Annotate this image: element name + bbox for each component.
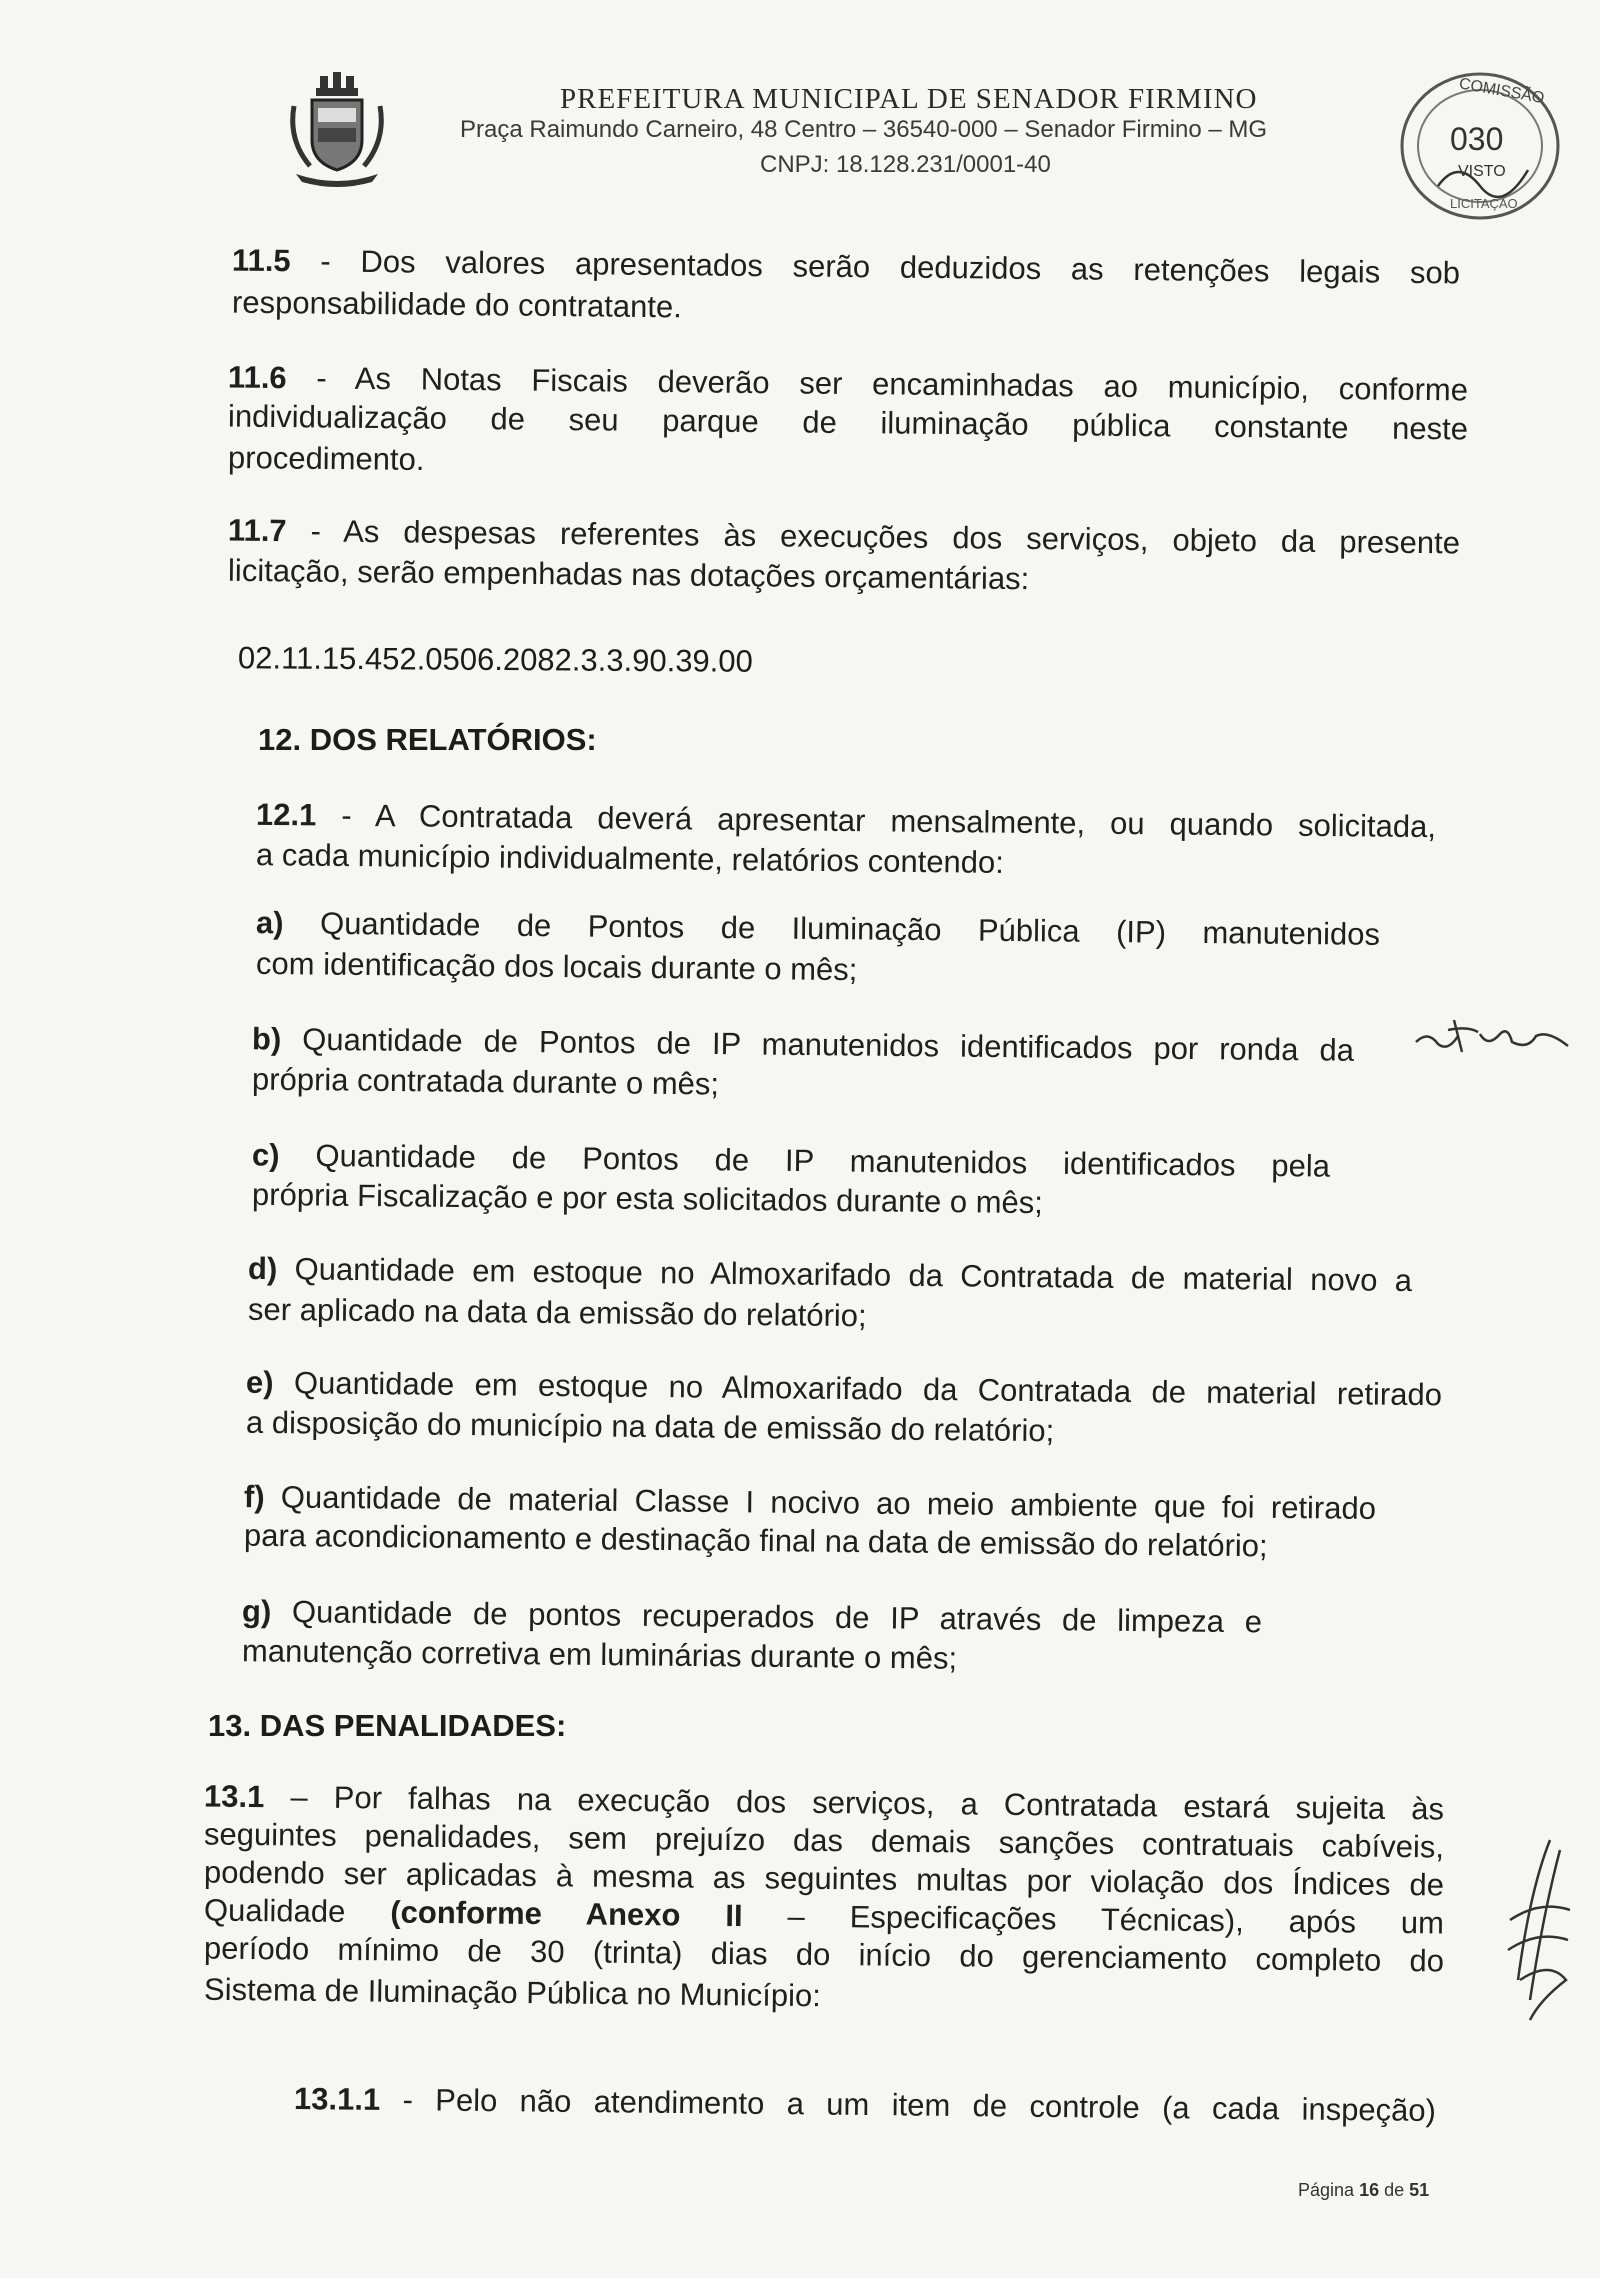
list-item-c-cont: própria Fiscalização e por esta solicitados durante o mês; <box>251 1176 1044 1221</box>
paragraph-13-1-line5: período mínimo de 30 (trinta) dias do início do gerenciamento completo do <box>203 1930 1445 1979</box>
paragraph-11-6-line2: individualização de seu parque de iluminação pública constante neste <box>227 398 1469 447</box>
section-number: 11.6 <box>227 359 287 396</box>
header-address: Praça Raimundo Carneiro, 48 Centro – 36540-000 – Senador Firmino – MG <box>460 116 1268 143</box>
paragraph-12-1-cont: a cada município individualmente, relatórios contendo: <box>255 837 1005 880</box>
paragraph-text: - Dos valores apresentados serão deduzidos as retenções legais sob <box>320 243 1461 291</box>
list-item-d-cont: ser aplicado na data da emissão do relatório; <box>247 1291 867 1334</box>
header-cnpj: CNPJ: 18.128.231/0001-40 <box>760 151 1051 178</box>
page-label: Página <box>1298 2180 1355 2200</box>
municipal-crest-icon <box>282 70 392 190</box>
list-item-text: Quantidade em estoque no Almoxarifado da Contratada de material novo a <box>294 1251 1413 1299</box>
paragraph-13-1-line6: Sistema de Iluminação Pública no Município: <box>203 1971 822 2014</box>
paragraph-11-6-line3: procedimento. <box>227 439 425 478</box>
list-item-letter: b) <box>251 1021 282 1057</box>
stamp-number: 030 <box>1450 121 1504 157</box>
text-fragment: Qualidade <box>203 1892 346 1929</box>
stamp-top-text: COMISSÃO <box>1457 75 1546 108</box>
section-number: 12.1 <box>255 796 317 833</box>
handwritten-signature-icon <box>1500 1830 1580 2030</box>
heading-12: 12. DOS RELATÓRIOS: <box>258 722 597 757</box>
list-item-text: Quantidade de Pontos de Iluminação Pública (IP) manutenidos <box>319 905 1381 952</box>
list-item-f-cont: para acondicionamento e destinação final na data de emissão do relatório; <box>243 1517 1268 1564</box>
paragraph-13-1-line2: seguintes penalidades, sem prejuízo das demais sanções contratuais cabíveis, <box>203 1816 1445 1865</box>
list-item-text: Quantidade de pontos recuperados de IP através de limpeza e <box>291 1594 1263 1640</box>
current-page: 16 <box>1359 2180 1380 2200</box>
paragraph-text: - Pelo não atendimento a um item de controle (a cada inspeção) <box>402 2082 1437 2128</box>
paragraph-11-5-cont: responsabilidade do contratante. <box>231 284 683 325</box>
list-item-b-cont: própria contratada durante o mês; <box>251 1061 720 1102</box>
list-item-letter: a) <box>255 905 284 941</box>
list-item-letter: f) <box>243 1479 265 1515</box>
list-item-a-cont: com identificação dos locais durante o mês; <box>255 945 858 988</box>
paragraph-text: - As Notas Fiscais deverão ser encaminhadas ao município, conforme <box>316 360 1469 408</box>
section-number: 11.7 <box>227 512 287 549</box>
paragraph-13-1-line3: podendo ser aplicadas à mesma as seguintes multas por violação dos Índices de <box>203 1854 1445 1903</box>
commission-stamp-icon <box>1388 58 1568 228</box>
list-item-text: Quantidade em estoque no Almoxarifado da Contratada de material retirado <box>293 1365 1443 1413</box>
list-item-e-cont: a disposição do município na data de emissão do relatório; <box>245 1404 1055 1449</box>
page-of: de <box>1384 2180 1405 2200</box>
section-number: 13.1.1 <box>293 2081 381 2117</box>
paragraph-13-1-1 <box>294 2080 1436 2130</box>
paragraph-text: - As despesas referentes às execuções dos serviços, objeto da presente <box>310 513 1461 561</box>
handwritten-initials-icon <box>1408 990 1578 1070</box>
text-fragment: – Especificações Técnicas), após um <box>787 1898 1445 1941</box>
stamp-visto: VISTO <box>1458 163 1506 180</box>
stamp-bottom-text: LICITAÇÃO <box>1450 196 1518 211</box>
page-number <box>1298 2180 1429 2201</box>
list-item-text: Quantidade de Pontos de IP manutenidos identificados por ronda da <box>302 1021 1355 1068</box>
section-number: 13.1 <box>203 1778 265 1815</box>
list-item-g-cont: manutenção corretiva em luminárias durante o mês; <box>241 1633 958 1676</box>
heading-13: 13. DAS PENALIDADES: <box>208 1708 567 1743</box>
header-title: PREFEITURA MUNICIPAL DE SENADOR FIRMINO <box>560 83 1258 115</box>
total-pages: 51 <box>1409 2180 1430 2200</box>
list-item-text: Quantidade de material Classe I nocivo ao meio ambiente que foi retirado <box>280 1479 1377 1526</box>
list-item-letter: d) <box>247 1250 278 1287</box>
section-number: 11.5 <box>231 242 291 279</box>
bold-reference: (conforme Anexo II <box>390 1894 743 1934</box>
budget-code: 02.11.15.452.0506.2082.3.3.90.39.00 <box>237 640 753 679</box>
list-item-letter: g) <box>241 1593 272 1629</box>
paragraph-11-7-cont: licitação, serão empenhadas nas dotações orçamentárias: <box>227 552 1030 597</box>
paragraph-text: – Por falhas na execução dos serviços, a Contratada estará sujeita às <box>290 1779 1445 1827</box>
list-item-letter: e) <box>245 1364 274 1401</box>
paragraph-text: - A Contratada deverá apresentar mensalmente, ou quando solicitada, <box>341 797 1437 845</box>
list-item-text: Quantidade de Pontos de IP manutenidos identificados pela <box>315 1138 1331 1184</box>
list-item-letter: c) <box>251 1137 280 1173</box>
